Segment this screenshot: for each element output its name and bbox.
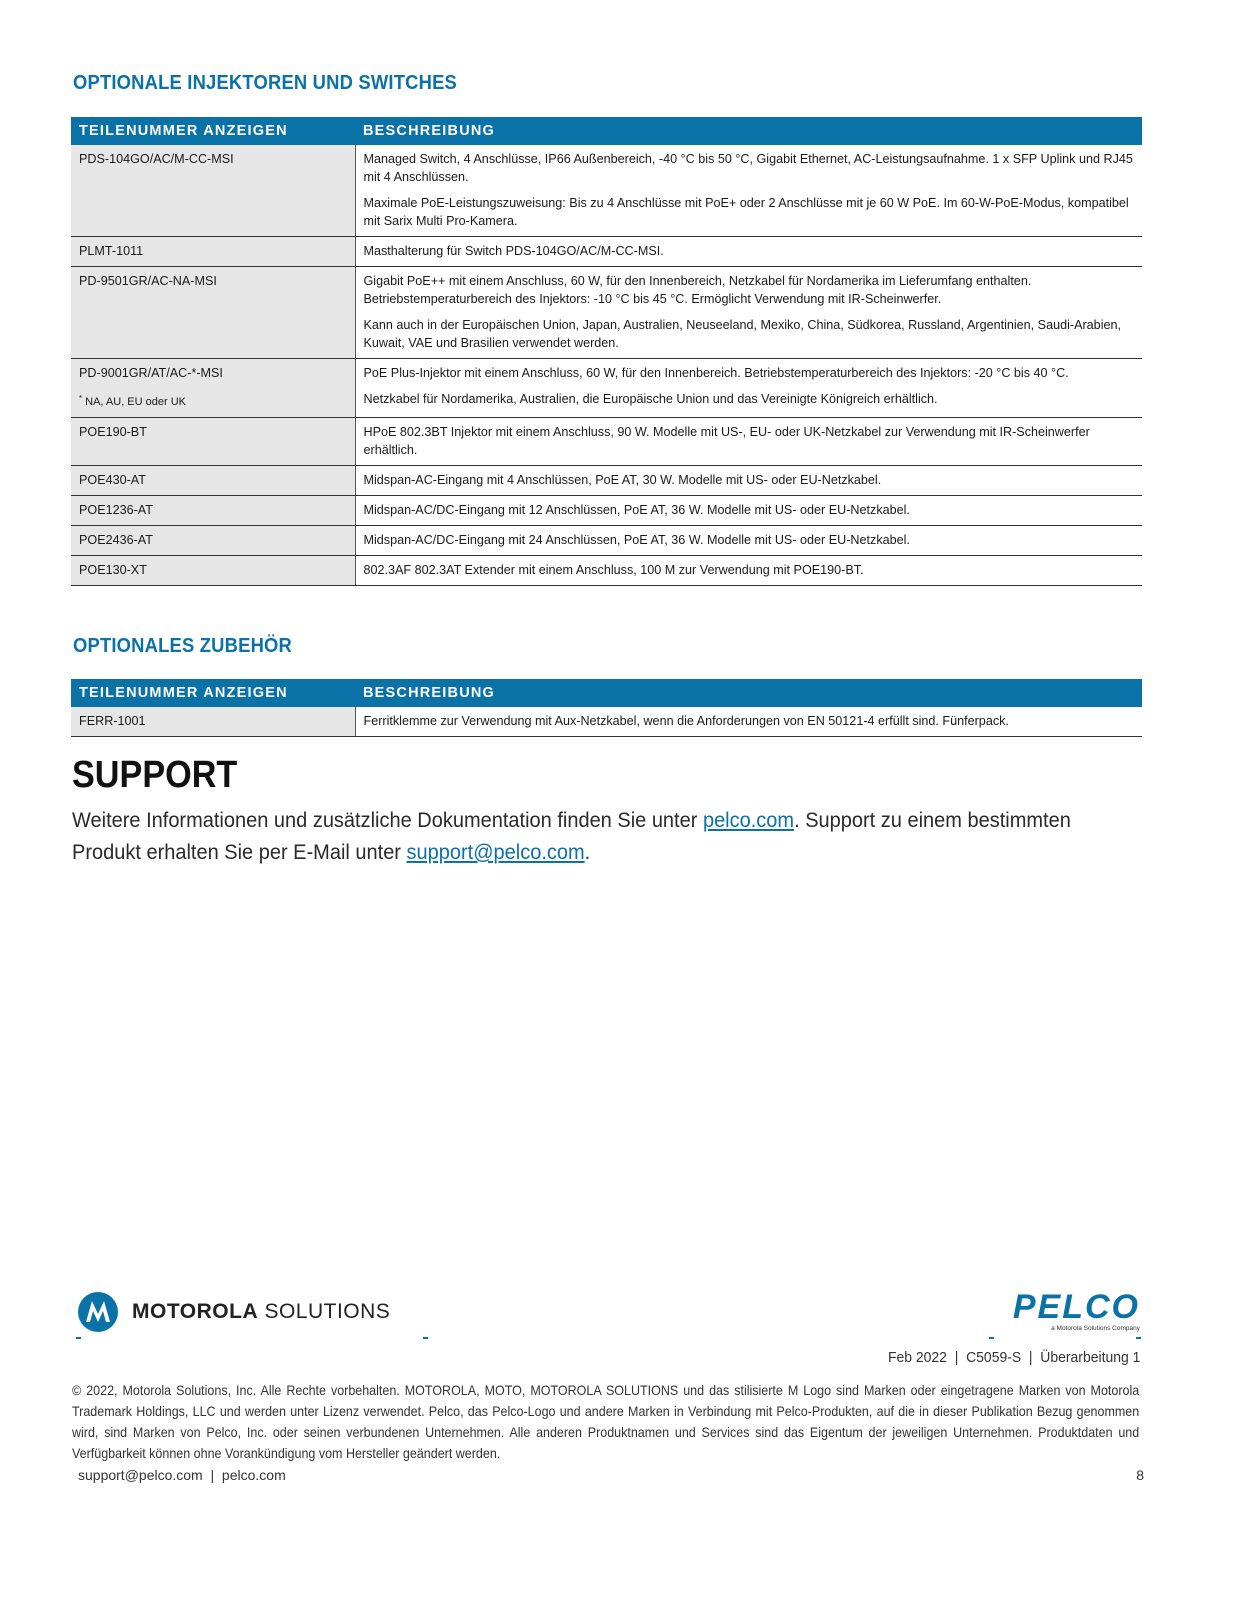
section-title-accessories: OPTIONALES ZUBEHÖR (73, 635, 293, 657)
support-text-part: Weitere Informationen und zusätzliche Dokumentation finden Sie unter (72, 808, 703, 832)
description-line: 802.3AF 802.3AT Extender mit einem Anschluss, 100 M zur Verwendung mit POE190-BT. (363, 563, 864, 577)
description (355, 145, 1142, 237)
table-header-row (71, 679, 1142, 707)
table-row (71, 237, 1142, 267)
publication-date: Feb 2022 (887, 1349, 947, 1366)
part-number: POE190-BT (71, 418, 355, 466)
part-number: PD-9501GR/AC-NA-MSI (71, 267, 355, 359)
part-number: PD-9001GR/AT/AC-*-MSI (79, 366, 223, 380)
part-number: FERR-1001 (71, 707, 355, 737)
footnote-text: NA, AU, EU oder UK (85, 396, 186, 408)
decorative-mark (423, 1337, 428, 1339)
support-paragraph (72, 804, 1076, 868)
description (355, 707, 1142, 737)
description-line: PoE Plus-Injektor mit einem Anschluss, 60 W, für den Innenbereich. Betriebstemperaturbereich des Injektors: -20 °C bis 40 °C. (363, 366, 1069, 380)
document-meta (888, 1349, 1140, 1366)
table-header-row (71, 117, 1142, 145)
table-row (71, 145, 1142, 237)
revision: Überarbeitung 1 (1039, 1349, 1140, 1366)
page-number: 8 (1136, 1467, 1144, 1483)
decorative-mark (989, 1337, 994, 1339)
motorola-wordmark-light: SOLUTIONS (258, 1300, 391, 1323)
part-number: POE2436-AT (71, 526, 355, 556)
description (355, 267, 1142, 359)
footer-contact (78, 1467, 286, 1483)
motorola-wordmark (132, 1300, 390, 1324)
description (355, 359, 1142, 418)
description-line: Ferritklemme zur Verwendung mit Aux-Netzkabel, wenn die Anforderungen von EN 50121-4 erfüllt sind. Fünferpack. (363, 714, 1009, 728)
column-header-part: TEILENUMMER ANZEIGEN (71, 679, 355, 707)
injectors-table (71, 117, 1142, 586)
support-email-link[interactable]: support@pelco.com (406, 840, 585, 864)
part-number-cell (71, 359, 355, 418)
part-number-note (79, 390, 347, 411)
description-line: Midspan-AC/DC-Eingang mit 24 Anschlüssen, PoE AT, 36 W. Modelle mit US- oder EU-Netzkabel. (363, 533, 910, 547)
description-line: Maximale PoE-Leistungszuweisung: Bis zu 4 Anschlüsse mit PoE+ oder 2 Anschlüsse mit je 60 W PoE. Im 60-W-PoE-Modus, kompatibel mit Sarix Multi Pro-Kamera. (363, 196, 1129, 228)
description (355, 466, 1142, 496)
part-number: PLMT-1011 (71, 237, 355, 267)
pelco-wordmark: PELCO (1012, 1288, 1140, 1326)
separator: | (1028, 1349, 1033, 1366)
description (355, 418, 1142, 466)
description-line: Midspan-AC/DC-Eingang mit 12 Anschlüssen, PoE AT, 36 W. Modelle mit US- oder EU-Netzkabel. (363, 503, 910, 517)
table-row (71, 556, 1142, 586)
column-header-description: BESCHREIBUNG (355, 679, 1142, 707)
part-number: POE1236-AT (71, 496, 355, 526)
description-line: Masthalterung für Switch PDS-104GO/AC/M-CC-MSI. (363, 244, 664, 258)
motorola-wordmark-bold: MOTOROLA (132, 1300, 259, 1323)
accessories-table (71, 679, 1142, 737)
table-row (71, 466, 1142, 496)
footer-website-link[interactable]: pelco.com (221, 1467, 286, 1483)
motorola-m-icon (78, 1292, 118, 1332)
description (355, 526, 1142, 556)
document-id: C5059-S (965, 1349, 1021, 1366)
separator: | (954, 1349, 958, 1366)
copyright-notice: © 2022, Motorola Solutions, Inc. Alle Rechte vorbehalten. MOTOROLA, MOTO, MOTOROLA SOLUTIONS und das stilisierte M Logo sind Marken oder eingetragene Marken von Motorola Trademark Holdings, LLC und werden unter Lizenz verwendet. Pelco, das Pelco-Logo und andere Marken in Verbindung mit Pelco-Produkten, auf die in dieser Publikation Bezug genommen wird, sind Marken von Pelco, Inc. oder seinen verbundenen Unternehmen. Alle anderen Produktnamen und Services sind das Eigentum der jeweiligen Unternehmen. Produktdaten und Verfügbarkeit können ohne Vorankündigung vom Hersteller geändert werden. (72, 1383, 1140, 1461)
part-number: POE130-XT (71, 556, 355, 586)
column-header-description: BESCHREIBUNG (355, 117, 1142, 145)
part-number: POE430-AT (71, 466, 355, 496)
footnote-mark: * (79, 394, 83, 403)
pelco-website-link[interactable]: pelco.com (702, 808, 795, 832)
pelco-logo (994, 1290, 1140, 1332)
description-line: HPoE 802.3BT Injektor mit einem Anschluss, 90 W. Modelle mit US-, EU- oder UK-Netzkabel zur Verwendung mit IR-Scheinwerfer erhältlich. (363, 425, 1090, 457)
table-row (71, 496, 1142, 526)
description-line: Kann auch in der Europäischen Union, Japan, Australien, Neuseeland, Mexiko, China, Südkorea, Russland, Argentinien, Saudi-Arabien, Kuwait, VAE und Brasilien verwendet werden. (363, 318, 1121, 350)
table-row (71, 359, 1142, 418)
support-text-part: . (584, 840, 591, 864)
table-row (71, 526, 1142, 556)
column-header-part: TEILENUMMER ANZEIGEN (71, 117, 355, 145)
description-line: Managed Switch, 4 Anschlüsse, IP66 Außenbereich, -40 °C bis 50 °C, Gigabit Ethernet, AC-Leistungsaufnahme. 1 x SFP Uplink und RJ45 mit 4 Anschlüssen. (363, 152, 1133, 184)
description-line: Netzkabel für Nordamerika, Australien, die Europäische Union und das Vereinigte Königreich erhältlich. (363, 392, 938, 406)
table-row (71, 267, 1142, 359)
part-number: PDS-104GO/AC/M-CC-MSI (71, 145, 355, 237)
decorative-mark (76, 1337, 81, 1339)
description-line: Gigabit PoE++ mit einem Anschluss, 60 W, für den Innenbereich, Netzkabel für Nordamerika im Lieferumfang enthalten. Betriebstemperaturbereich des Injektors: -10 °C bis 45 °C. Ermöglicht Verwendung mit IR-Scheinwerfer. (363, 274, 1032, 306)
description (355, 496, 1142, 526)
motorola-solutions-logo (78, 1292, 390, 1332)
description (355, 237, 1142, 267)
support-text-part: . Support zu einem bestimmten Produkt erhalten Sie per E-Mail unter (72, 808, 1071, 864)
table-row (71, 418, 1142, 466)
support-heading: SUPPORT (72, 754, 238, 796)
pelco-tagline: a Motorola Solutions Company (1051, 1325, 1140, 1332)
description (355, 556, 1142, 586)
decorative-mark (1136, 1337, 1141, 1339)
table-row (71, 707, 1142, 737)
description-line: Midspan-AC-Eingang mit 4 Anschlüssen, PoE AT, 30 W. Modelle mit US- oder EU-Netzkabel. (363, 473, 882, 487)
footer-email-link[interactable]: support@pelco.com (78, 1467, 203, 1483)
separator: | (210, 1467, 215, 1483)
section-title-injectors: OPTIONALE INJEKTOREN UND SWITCHES (73, 72, 457, 94)
